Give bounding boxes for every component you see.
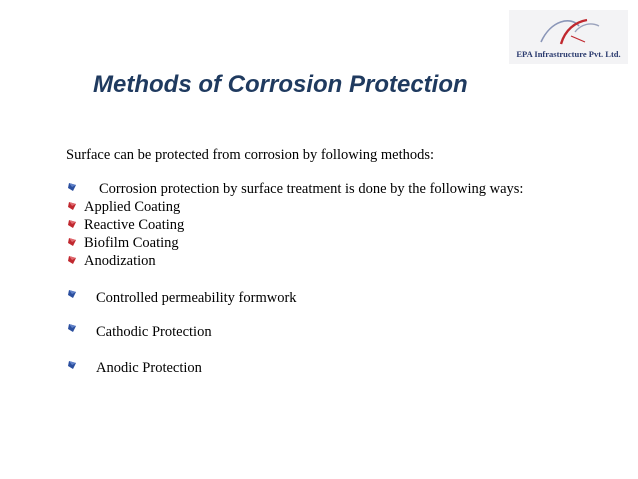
- diamond-bullet-icon: [67, 289, 77, 299]
- diamond-bullet-icon: [67, 182, 77, 192]
- surface-treatment-heading: Corrosion protection by surface treatment is done by the following ways:: [99, 181, 524, 197]
- diamond-bullet-icon: [67, 219, 77, 229]
- diamond-bullet-icon: [67, 201, 77, 211]
- method-item: Cathodic Protection: [96, 324, 212, 340]
- diamond-bullet-icon: [67, 237, 77, 247]
- company-logo: [509, 10, 628, 64]
- company-name: EPA Infrastructure Pvt. Ltd.: [516, 49, 621, 59]
- page-title: Methods of Corrosion Protection: [93, 71, 468, 98]
- diamond-bullet-icon: [67, 255, 77, 265]
- intro-text: Surface can be protected from corrosion by following methods:: [66, 147, 435, 163]
- diamond-bullet-icon: [67, 323, 77, 333]
- method-item: Controlled permeability formwork: [96, 290, 297, 306]
- list-item: Biofilm Coating: [84, 235, 179, 251]
- list-item: Reactive Coating: [84, 217, 185, 233]
- diamond-bullet-icon: [67, 360, 77, 370]
- method-item: Anodic Protection: [96, 360, 202, 376]
- list-item: Applied Coating: [84, 199, 181, 215]
- list-item: Anodization: [84, 253, 156, 269]
- epa-logo-icon: [531, 12, 605, 48]
